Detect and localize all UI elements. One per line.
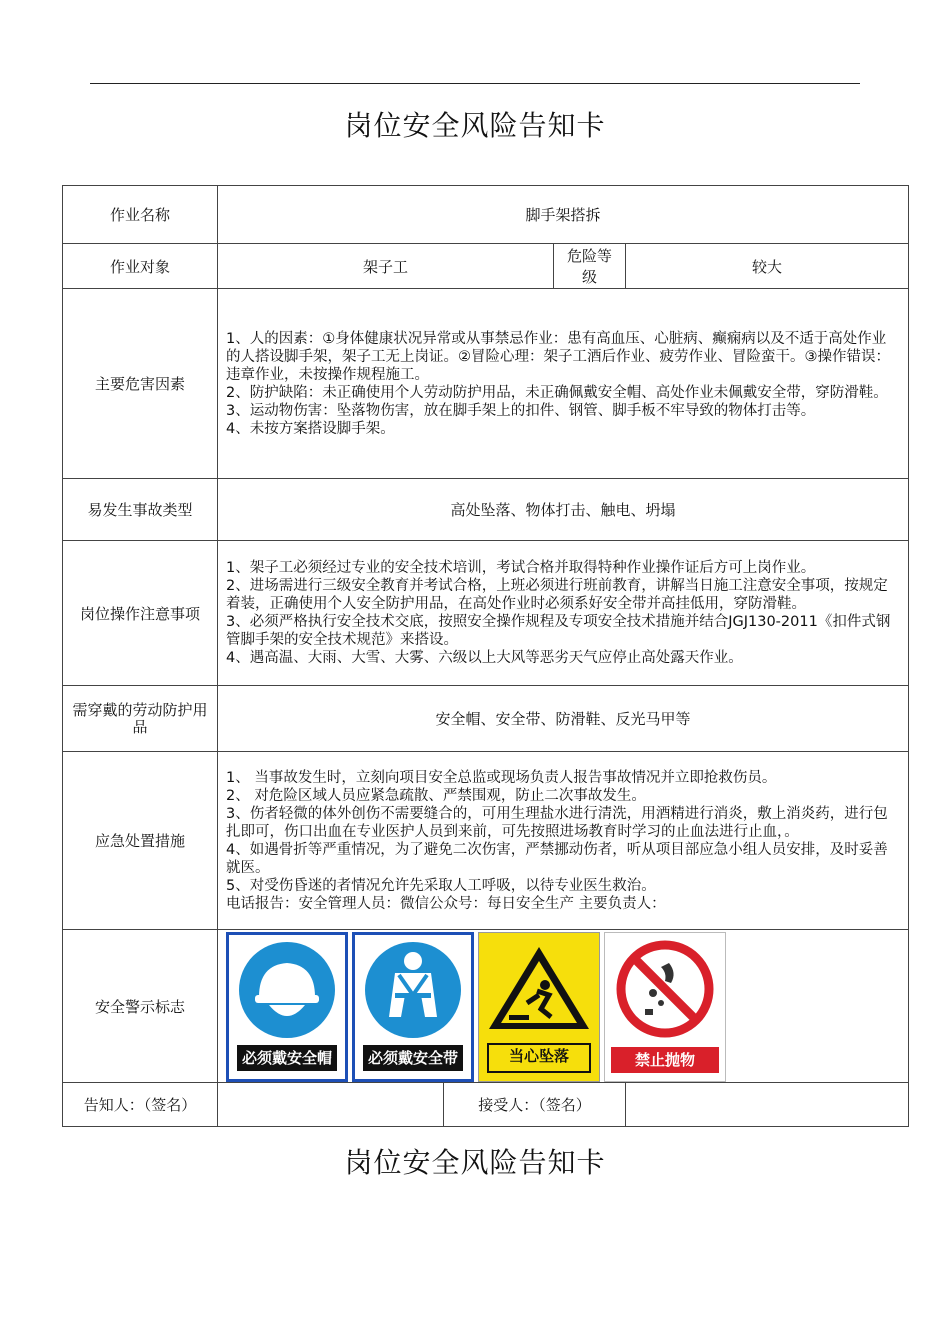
receiver-signature-label: 接受人：（签名） xyxy=(444,1083,626,1127)
precaution-line: 4、遇高温、大雨、大雪、大雾、六级以上大风等恶劣天气应停止高处露天作业。 xyxy=(226,650,743,666)
row-signs xyxy=(63,930,909,1083)
falling-icon xyxy=(479,933,599,1043)
sign-falling-text: 当心坠落 xyxy=(487,1043,591,1073)
precautions-label: 岗位操作注意事项 xyxy=(63,541,218,686)
row-job-name xyxy=(63,186,909,244)
header-rule xyxy=(90,83,860,84)
precaution-line: 3、必须严格执行安全技术交底，按照安全操作规程及专项安全技术措施并结合JGJ130-2011《扣件式钢管脚手架的安全技术规范》来搭设。 xyxy=(226,614,891,648)
row-precautions xyxy=(63,541,909,686)
helmet-icon xyxy=(229,935,345,1045)
page-title-repeat: 岗位安全风险告知卡 xyxy=(344,1146,606,1179)
harness-icon xyxy=(355,935,471,1045)
hazard-line: 1、人的因素：①身体健康状况异常或从事禁忌作业：患有高血压、心脏病、癫痫病以及不适于高处作业的人搭设脚手架，架子工无上岗证。②冒险心理：架子工酒后作业、疲劳作业、冒险蛮干。③操作错误：违章作业，未按操作规程施工。 xyxy=(226,330,890,383)
receiver-signature-field[interactable] xyxy=(626,1083,909,1127)
emergency-line: 5、对受伤昏迷的者情况允许先采取人工呼吸，以待专业医生救治。 xyxy=(226,877,656,894)
accident-types-label: 易发生事故类型 xyxy=(63,479,218,541)
sign-harness xyxy=(352,932,474,1082)
precautions-content xyxy=(218,541,909,686)
job-name-value: 脚手架搭拆 xyxy=(218,186,909,244)
emergency-line: 4、如遇骨折等严重情况，为了避免二次伤害，严禁挪动伤者，听从项目部应急小组人员安排，及时妥善就医。 xyxy=(226,841,888,876)
emergency-content xyxy=(218,752,909,930)
emergency-line: 3、伤者轻微的体外创伤不需要缝合的，可用生理盐水进行清洗，用酒精进行消炎，敷上消炎药，进行包扎即可，伤口出血在专业医护人员到来前，可先按照进场教育时学习的止血法进行止血，。 xyxy=(226,805,888,840)
precaution-line: 2、进场需进行三级安全教育并考试合格，上班必须进行班前教育，讲解当日施工注意安全事项，按规定着装，正确使用个人安全防护用品，在高处作业时必须系好安全带并高挂低用，穿防滑鞋。 xyxy=(226,578,888,612)
signs-content xyxy=(218,930,909,1083)
no-throwing-icon xyxy=(605,933,725,1043)
row-ppe xyxy=(63,686,909,752)
sign-helmet xyxy=(226,932,348,1082)
hazard-line: 2、防护缺陷：未正确使用个人劳动防护用品，未正确佩戴安全帽、高处作业未佩戴安全带，穿防滑鞋。 xyxy=(226,384,888,401)
sign-harness-text: 必须戴安全带 xyxy=(363,1045,463,1071)
accident-types-value: 高处坠落、物体打击、触电、坍塌 xyxy=(218,479,909,541)
hazards-content xyxy=(218,289,909,479)
hazard-line: 4、未按方案搭设脚手架。 xyxy=(226,420,395,437)
ppe-value: 安全帽、安全带、防滑鞋、反光马甲等 xyxy=(218,686,909,752)
row-hazards xyxy=(63,289,909,479)
emergency-line: 1、 当事故发生时，立刻向项目安全总监或现场负责人报告事故情况并立即抢救伤员。 xyxy=(226,769,777,786)
risk-level-value: 较大 xyxy=(626,244,909,289)
risk-card-table xyxy=(62,185,909,1127)
notifier-signature-label: 告知人：（签名） xyxy=(63,1083,218,1127)
risk-level-label: 危险等级 xyxy=(554,244,626,289)
sign-no-throwing xyxy=(604,932,726,1082)
sign-no-throwing-text: 禁止抛物 xyxy=(611,1047,719,1073)
row-accident-types xyxy=(63,479,909,541)
hazard-line: 3、运动物伤害：坠落物伤害，放在脚手架上的扣件、钢管、脚手板不牢导致的物体打击等。 xyxy=(226,402,816,419)
row-emergency xyxy=(63,752,909,930)
emergency-label: 应急处置措施 xyxy=(63,752,218,930)
notifier-signature-field[interactable] xyxy=(218,1083,444,1127)
emergency-line: 2、 对危险区域人员应紧急疏散、严禁围观，防止二次事故发生。 xyxy=(226,787,646,804)
sign-falling xyxy=(478,932,600,1082)
row-job-target xyxy=(63,244,909,289)
signs-label: 安全警示标志 xyxy=(63,930,218,1083)
precaution-line: 1、架子工必须经过专业的安全技术培训，考试合格并取得特种作业操作证后方可上岗作业。 xyxy=(226,560,816,576)
emergency-phone-line: 电话报告：安全管理人员：微信公众号：每日安全生产 主要负责人： xyxy=(226,895,666,912)
job-target-value: 架子工 xyxy=(218,244,554,289)
hazards-label: 主要危害因素 xyxy=(63,289,218,479)
row-signatures xyxy=(63,1083,909,1127)
sign-helmet-text: 必须戴安全帽 xyxy=(237,1045,337,1071)
page-title: 岗位安全风险告知卡 xyxy=(344,109,606,142)
job-name-label: 作业名称 xyxy=(63,186,218,244)
ppe-label: 需穿戴的劳动防护用品 xyxy=(63,686,218,752)
job-target-label: 作业对象 xyxy=(63,244,218,289)
